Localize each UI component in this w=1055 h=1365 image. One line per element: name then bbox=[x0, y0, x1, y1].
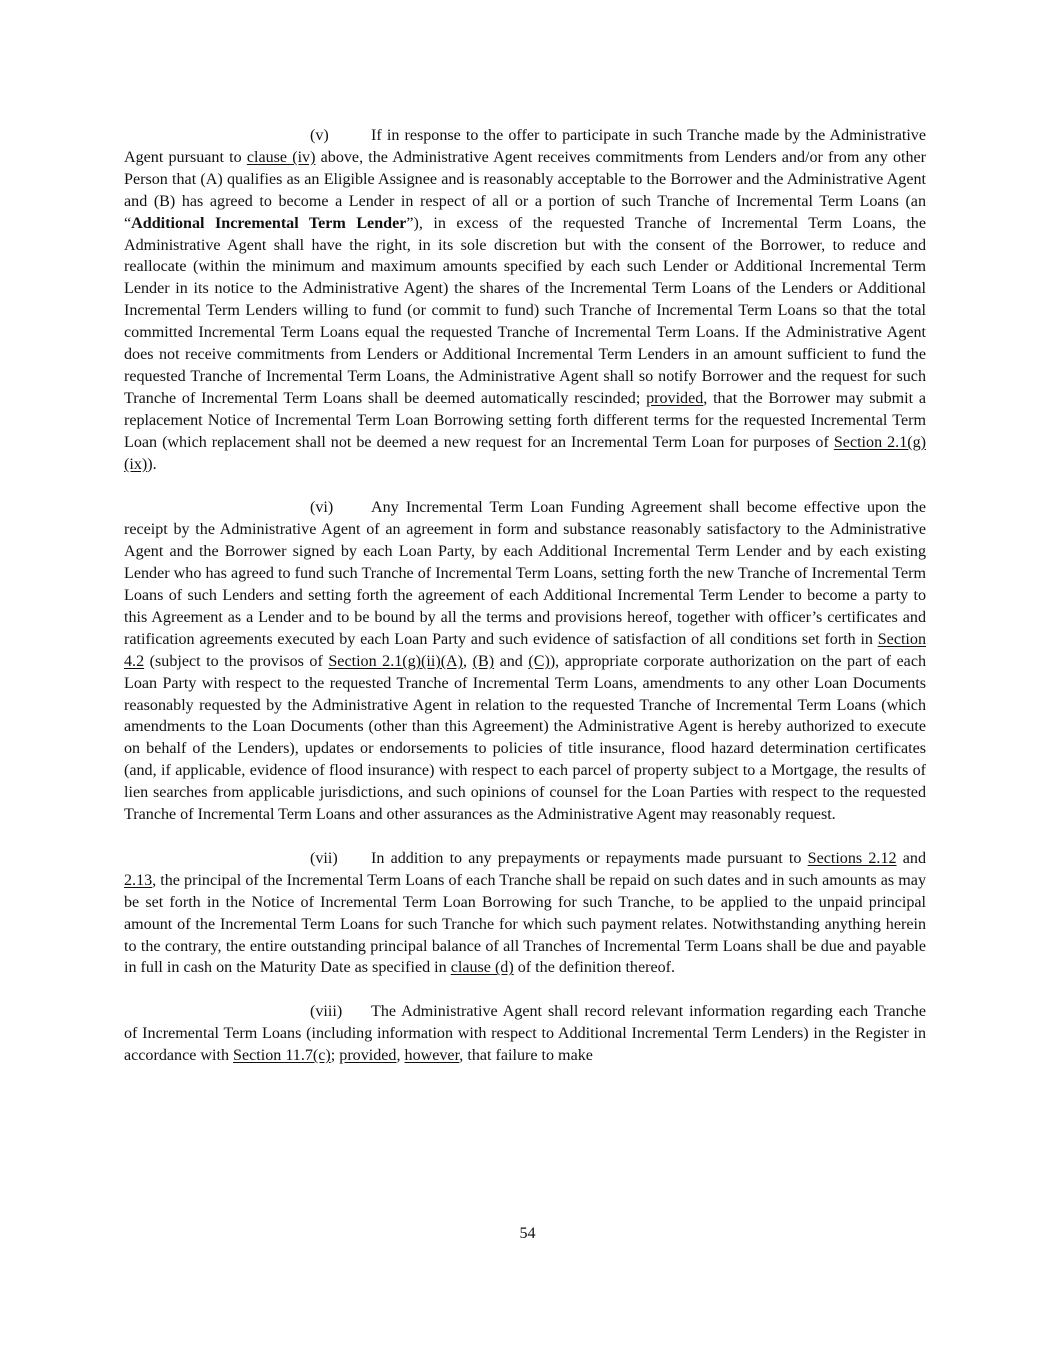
text-run: Any Incremental Term Loan Funding Agreement shall become effective upon the receipt by the Administrative Agent of an agreement in form and substance reasonably satisfactory to the Administrative Agent and the Borrower signed by each Loan Party, by each Additional Incremental Term Lender and by each existing Lender who has agreed to fund such Tranche of Incremental Term Loans, setting forth the new Tranche of Incremental Term Loans of such Lenders and setting forth the agreement of each Additional Incremental Term Lender to become a party to this Agreement as a Lender and to be bound by all the terms and provisions hereof, together with officer’s certificates and ratification agreements executed by each Loan Party and such evidence of satisfaction of all conditions set forth in bbox=[124, 499, 926, 648]
cross-reference: clause (iv) bbox=[246, 148, 316, 166]
underlined-term: provided bbox=[646, 389, 704, 407]
text-run: of the definition thereof. bbox=[513, 959, 676, 977]
text-run: and bbox=[896, 849, 926, 867]
text-run: , that failure to make bbox=[459, 1047, 593, 1065]
text-run: ), appropriate corporate authorization on the part of each Loan Party with respect to the requested Tranche of Incremental Term Loans, amendments to any other Loan Documents reasonably requested by the Administrative Agent in relation to the requested Tranche of Incremental Term Loans (which amendments to the Loan Documents (other than this Agreement) the Administrative Agent is hereby authorized to execute on behalf of the Lenders), updates or endorsements to policies of title insurance, flood hazard determination certificates (and, if applicable, evidence of flood insurance) with respect to each parcel of property subject to a Mortgage, the results of lien searches from applicable jurisdictions, and such opinions of counsel for the Loan Parties with respect to the requested Tranche of Incremental Term Loans and other assurances as the Administrative Agent may reasonably request. bbox=[124, 652, 927, 824]
text-run: , that the Borrower may submit a replacement Notice of Incremental Term Loan Borrowing setting forth different terms for the requested Incremental Term Loan (which replacement shall not be deemed a new request for an Incremental Term Loan for purposes of bbox=[124, 389, 926, 451]
paragraph-vii bbox=[124, 848, 926, 979]
text-run: ). bbox=[147, 455, 157, 473]
text-run: , bbox=[396, 1047, 405, 1065]
defined-term: Additional Incremental Term Lender bbox=[131, 214, 407, 232]
cross-reference: 2.13 bbox=[124, 871, 153, 889]
page-number: 54 bbox=[519, 1225, 536, 1242]
underlined-term: provided bbox=[339, 1047, 397, 1065]
text-run: ”), in excess of the requested Tranche of Incremental Term Loans, the Administrative Agent shall have the right, in its sole discretion but with the consent of the Borrower, to reduce and reallocate (within the minimum and maximum amounts specified by each such Lender or Additional Incremental Term Lender in its notice to the Administrative Agent) the shares of the Incremental Term Loans of the Lenders or Additional Incremental Term Lenders willing to fund (or commit to fund) such Tranche of Incremental Term Loans so that the total committed Incremental Term Loans equal the requested Tranche of Incremental Term Loans. If the Administrative Agent does not receive commitments from Lenders or Additional Incremental Term Lenders in an amount sufficient to fund the requested Tranche of Incremental Term Loans, the Administrative Agent shall so notify Borrower and the request for such Tranche of Incremental Term Loans shall be deemed automatically rescinded; bbox=[124, 214, 926, 407]
cross-reference: Section 2.1(g)(ix) bbox=[124, 433, 927, 473]
text-run: If in response to the offer to participate in such Tranche made by the Administrative Agent pursuant to bbox=[124, 127, 926, 166]
text-run: In addition to any prepayments or repayments made pursuant to bbox=[371, 849, 808, 867]
paragraph-vi bbox=[124, 497, 926, 826]
cross-reference: Section 11.7(c) bbox=[233, 1047, 331, 1065]
text-run: above, the Administrative Agent receives commitments from Lenders and/or from any other Person that (A) qualifies as an Eligible Assignee and is reasonably acceptable to the Borrower and the Administrative Agent and (B) has agreed to become a Lender in respect of all or a portion of such Tranche of Incremental Term Loans (an “ bbox=[124, 148, 927, 232]
paragraph-number: (vii) bbox=[310, 849, 338, 867]
paragraph-number: (v) bbox=[310, 127, 329, 144]
text-run: (subject to the provisos of bbox=[144, 652, 329, 670]
text-run: and bbox=[494, 652, 529, 670]
cross-reference: clause (d) bbox=[450, 959, 514, 977]
paragraph-viii bbox=[124, 1001, 926, 1067]
underlined-term: however bbox=[404, 1047, 460, 1065]
document-body bbox=[124, 125, 926, 1089]
cross-reference: (B) bbox=[472, 652, 495, 670]
text-run: , the principal of the Incremental Term Loans of each Tranche shall be repaid on such dates and in such amounts as may be set forth in the Notice of Incremental Term Loan Borrowing for such Tranche, to be applied to the unpaid principal amount of the Incremental Term Loans for such Tranche for which such payment relates. Notwithstanding anything herein to the contrary, the entire outstanding principal balance of all Tranches of Incremental Term Loans shall be due and payable in full in cash on the Maturity Date as specified in bbox=[124, 871, 926, 977]
text-run: ; bbox=[330, 1047, 340, 1065]
text-run: , bbox=[463, 652, 473, 670]
paragraph-number: (viii) bbox=[310, 1003, 343, 1021]
paragraph-number: (vi) bbox=[310, 499, 334, 517]
cross-reference: Section 2.1(g)(ii)(A) bbox=[328, 652, 464, 670]
cross-reference: (C) bbox=[528, 652, 550, 670]
cross-reference: Sections 2.12 bbox=[807, 849, 897, 867]
cross-reference: Section 4.2 bbox=[124, 630, 926, 670]
text-run: The Administrative Agent shall record relevant information regarding each Tranche of Incremental Term Loans (including information with respect to Additional Incremental Term Lenders) in the Register in accordance with bbox=[124, 1003, 926, 1065]
paragraph-v bbox=[124, 125, 926, 476]
